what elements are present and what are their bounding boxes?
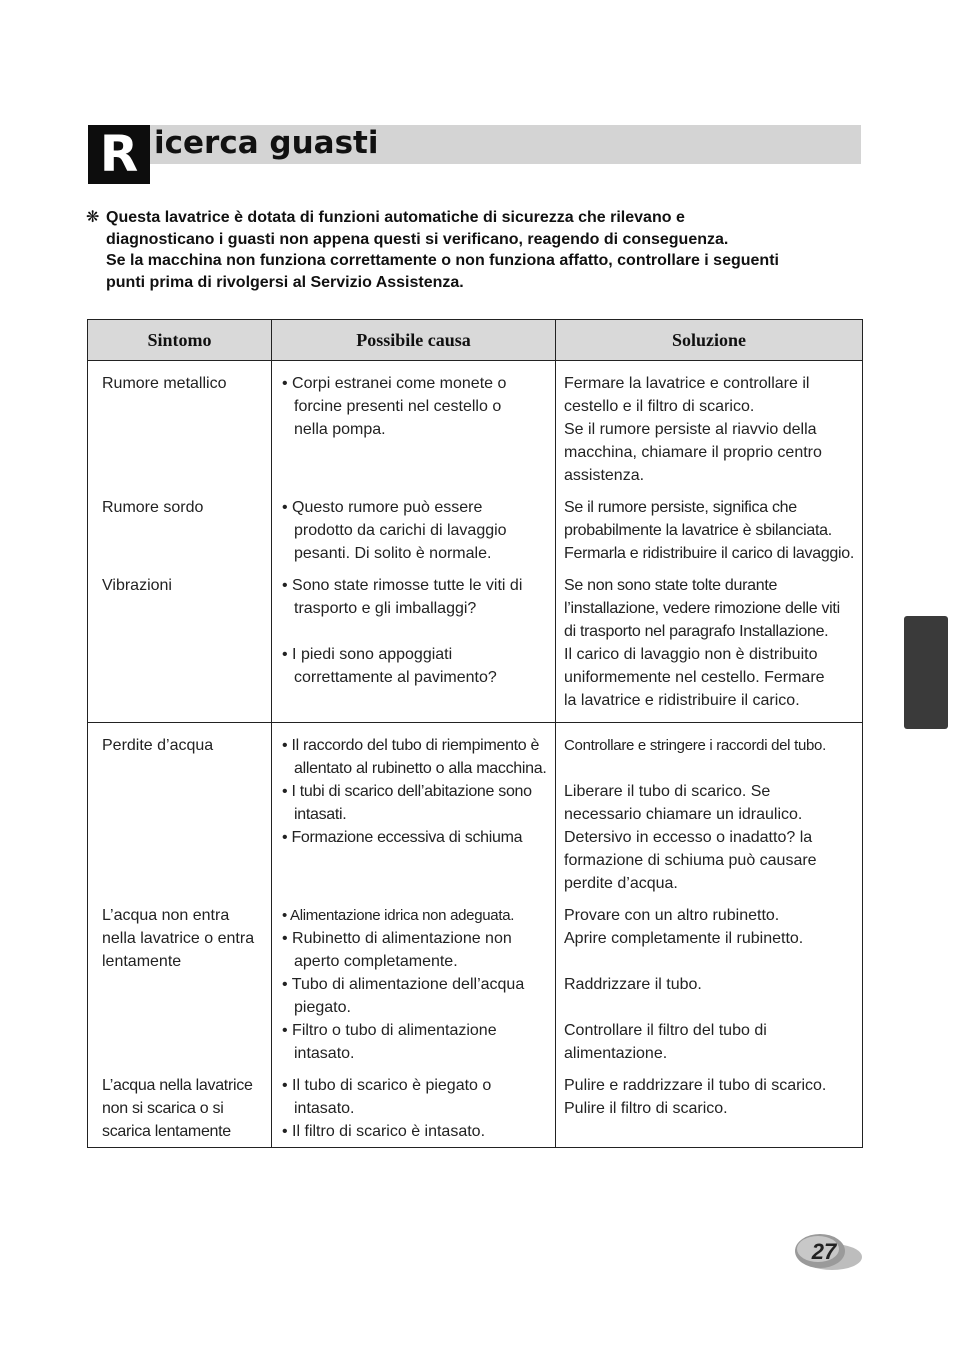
- table-row: [88, 1065, 863, 1148]
- cause-cell: [272, 565, 556, 723]
- symptom-cell: Perdite d’acqua: [88, 723, 272, 896]
- symptom-cell: L’acqua non entra nella lavatrice o entra lentamente: [88, 895, 272, 1065]
- cause-bullet: • Filtro o tubo di alimentazione intasato.: [282, 1022, 497, 1062]
- cause-bullet: • Corpi estranei come monete o forcine presenti nel cestello o nella pompa.: [282, 375, 507, 438]
- solution-cell: Controllare e stringere i raccordi del tubo. Liberare il tubo di scarico. Se necessario chiamare un idraulico. Detersivo in eccesso o inadatto? la formazione di schiuma può causare perdite d’acqua.: [556, 723, 863, 896]
- cause-cell: [272, 487, 556, 565]
- table-row: [88, 487, 863, 565]
- table-row: [88, 361, 863, 488]
- cause-bullet: • Alimentazione idrica non adeguata.: [282, 907, 515, 924]
- solution-cell: Fermare la lavatrice e controllare il cestello e il filtro di scarico. Se il rumore persiste al riavvio della macchina, chiamare il proprio centro assistenza.: [556, 361, 863, 488]
- table-row: [88, 723, 863, 896]
- header-symptom: Sintomo: [88, 320, 272, 361]
- cause-bullet: • Sono state rimosse tutte le viti di trasporto e gli imballaggi?: [282, 577, 523, 617]
- cause-bullet: • Il raccordo del tubo di riempimento è allentato al rubinetto o alla macchina.: [282, 737, 547, 777]
- cause-cell: [272, 361, 556, 488]
- cause-bullet: • I tubi di scarico dell’abitazione sono intasati.: [282, 783, 532, 823]
- cause-bullet: • Formazione eccessiva di schiuma: [282, 829, 523, 846]
- table-row: [88, 565, 863, 723]
- cause-bullet: • Rubinetto di alimentazione non aperto completamente.: [282, 930, 512, 970]
- cause-bullet: • Questo rumore può essere prodotto da carichi di lavaggio pesanti. Di solito è normale.: [282, 499, 507, 562]
- table-row: [88, 895, 863, 1065]
- symptom-cell: Rumore metallico: [88, 361, 272, 488]
- cause-bullet: • Il filtro di scarico è intasato.: [282, 1123, 486, 1140]
- page-number-badge: [790, 1230, 864, 1274]
- cause-cell: [272, 895, 556, 1065]
- troubleshooting-table: [87, 319, 863, 1148]
- intro-paragraph: [86, 207, 856, 293]
- symptom-cell: Vibrazioni: [88, 565, 272, 723]
- asterism-icon: ❋: [86, 209, 100, 226]
- cause-bullet: • I piedi sono appoggiati correttamente al pavimento?: [282, 646, 497, 686]
- solution-cell: Se il rumore persiste, significa che probabilmente la lavatrice è sbilanciata. Fermarla e ridistribuire il carico di lavaggio.: [556, 487, 863, 565]
- table-header-row: [88, 320, 863, 361]
- solution-cell: Se non sono state tolte durante l’installazione, vedere rimozione delle viti di trasporto nel paragrafo Installazione. Il carico di lavaggio non è distribuito uniformemente nel cestello. Fermare la lavatrice e ridistribuire il carico.: [556, 565, 863, 723]
- intro-line: punti prima di rivolgersi al Servizio Assistenza.: [106, 273, 464, 291]
- intro-line: ❋ Questa lavatrice è dotata di funzioni automatiche di sicurezza che rilevano e: [86, 207, 856, 229]
- header-solution: Soluzione: [556, 320, 863, 361]
- intro-line: Se la macchina non funziona correttamente o non funziona affatto, controllare i seguenti: [106, 252, 779, 269]
- page-title: icerca guasti: [154, 125, 379, 161]
- cause-bullet: • Tubo di alimentazione dell’acqua piegato.: [282, 976, 525, 1016]
- symptom-cell: L’acqua nella lavatrice non si scarica o si scarica lentamente: [88, 1065, 272, 1148]
- symptom-cell: Rumore sordo: [88, 487, 272, 565]
- solution-cell: Provare con un altro rubinetto. Aprire completamente il rubinetto. Raddrizzare il tubo. Controllare il filtro del tubo di alimentazione.: [556, 895, 863, 1065]
- cause-bullet: • Il tubo di scarico è piegato o intasato.: [282, 1077, 492, 1117]
- cause-cell: [272, 1065, 556, 1148]
- header-cause: Possibile causa: [272, 320, 556, 361]
- cause-cell: [272, 723, 556, 896]
- solution-cell: Pulire e raddrizzare il tubo di scarico. Pulire il filtro di scarico.: [556, 1065, 863, 1148]
- section-tab: [904, 616, 948, 729]
- title-initial: R: [88, 125, 150, 184]
- intro-line: diagnosticano i guasti non appena questi si verificano, reagendo di conseguenza.: [106, 230, 729, 248]
- page-number: 27: [811, 1239, 837, 1264]
